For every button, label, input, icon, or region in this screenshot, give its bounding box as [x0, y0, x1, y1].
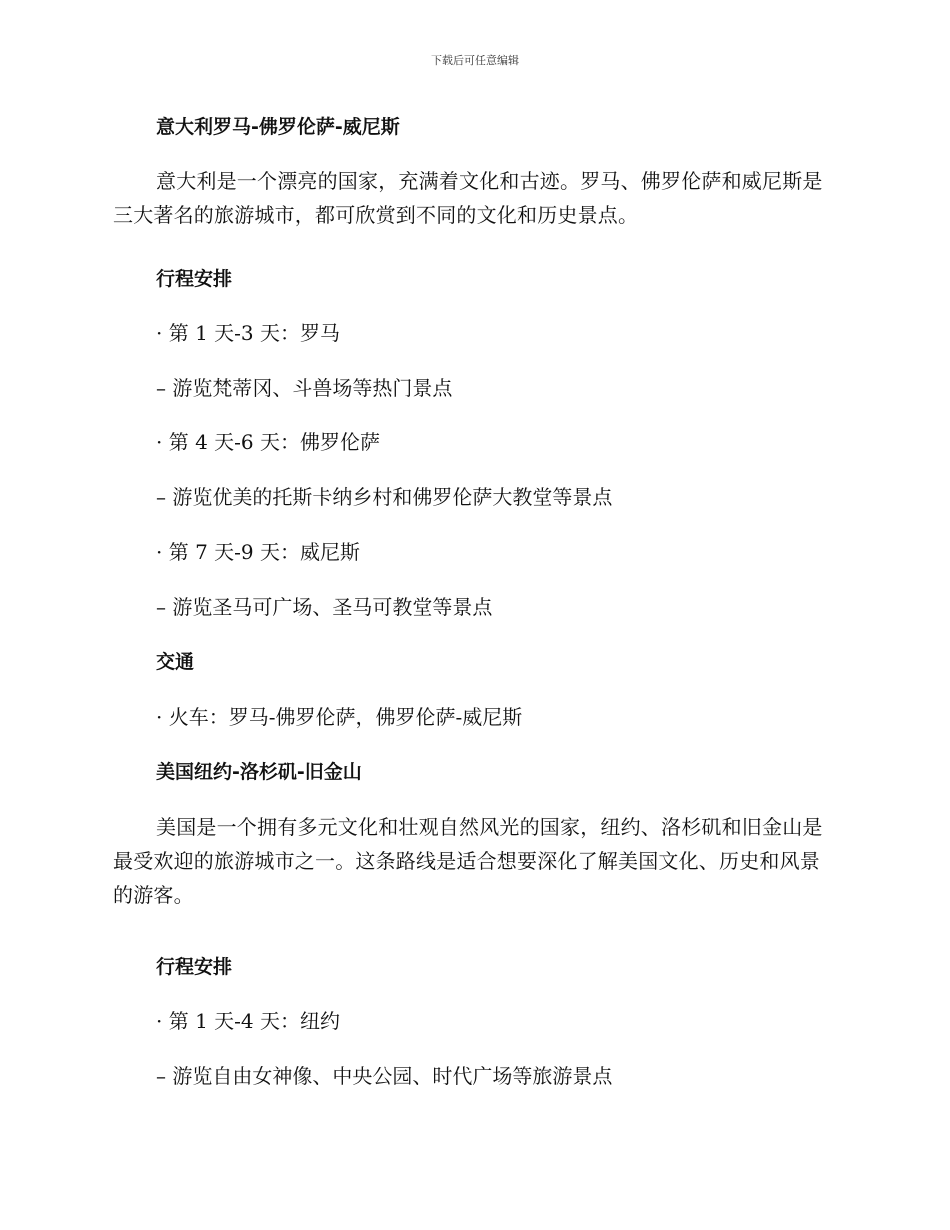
section-title-usa: 美国纽约-洛杉矶-旧金山	[156, 761, 362, 783]
schedule-item: · 第 1 天-3 天：罗马	[156, 321, 340, 345]
section-intro-italy: 意大利是一个漂亮的国家，充满着文化和古迹。罗马、佛罗伦萨和威尼斯是三大著名的旅游城市，都可欣赏到不同的文化和历史景点。	[113, 169, 823, 227]
schedule-title-italy: 行程安排	[156, 268, 233, 290]
page-header-note: 下载后可任意编辑	[431, 54, 519, 67]
section-title-italy: 意大利罗马-佛罗伦萨-威尼斯	[156, 116, 400, 138]
schedule-item: · 第 1 天-4 天：纽约	[156, 1009, 340, 1033]
section-intro-usa: 美国是一个拥有多元文化和壮观自然风光的国家，纽约、洛杉矶和旧金山是最受欢迎的旅游城市之一。这条路线是适合想要深化了解美国文化、历史和风景的游客。	[113, 815, 823, 907]
schedule-item: – 游览梵蒂冈、斗兽场等热门景点	[156, 376, 453, 400]
schedule-item: · 第 4 天-6 天：佛罗伦萨	[156, 430, 380, 454]
transport-item: · 火车：罗马-佛罗伦萨，佛罗伦萨-威尼斯	[156, 705, 523, 729]
schedule-item: – 游览优美的托斯卡纳乡村和佛罗伦萨大教堂等景点	[156, 485, 613, 509]
transport-title-italy: 交通	[156, 651, 195, 673]
schedule-item: – 游览圣马可广场、圣马可教堂等景点	[156, 595, 493, 619]
schedule-item: – 游览自由女神像、中央公园、时代广场等旅游景点	[156, 1064, 613, 1088]
schedule-item: · 第 7 天-9 天：威尼斯	[156, 540, 360, 564]
schedule-title-usa: 行程安排	[156, 956, 233, 978]
